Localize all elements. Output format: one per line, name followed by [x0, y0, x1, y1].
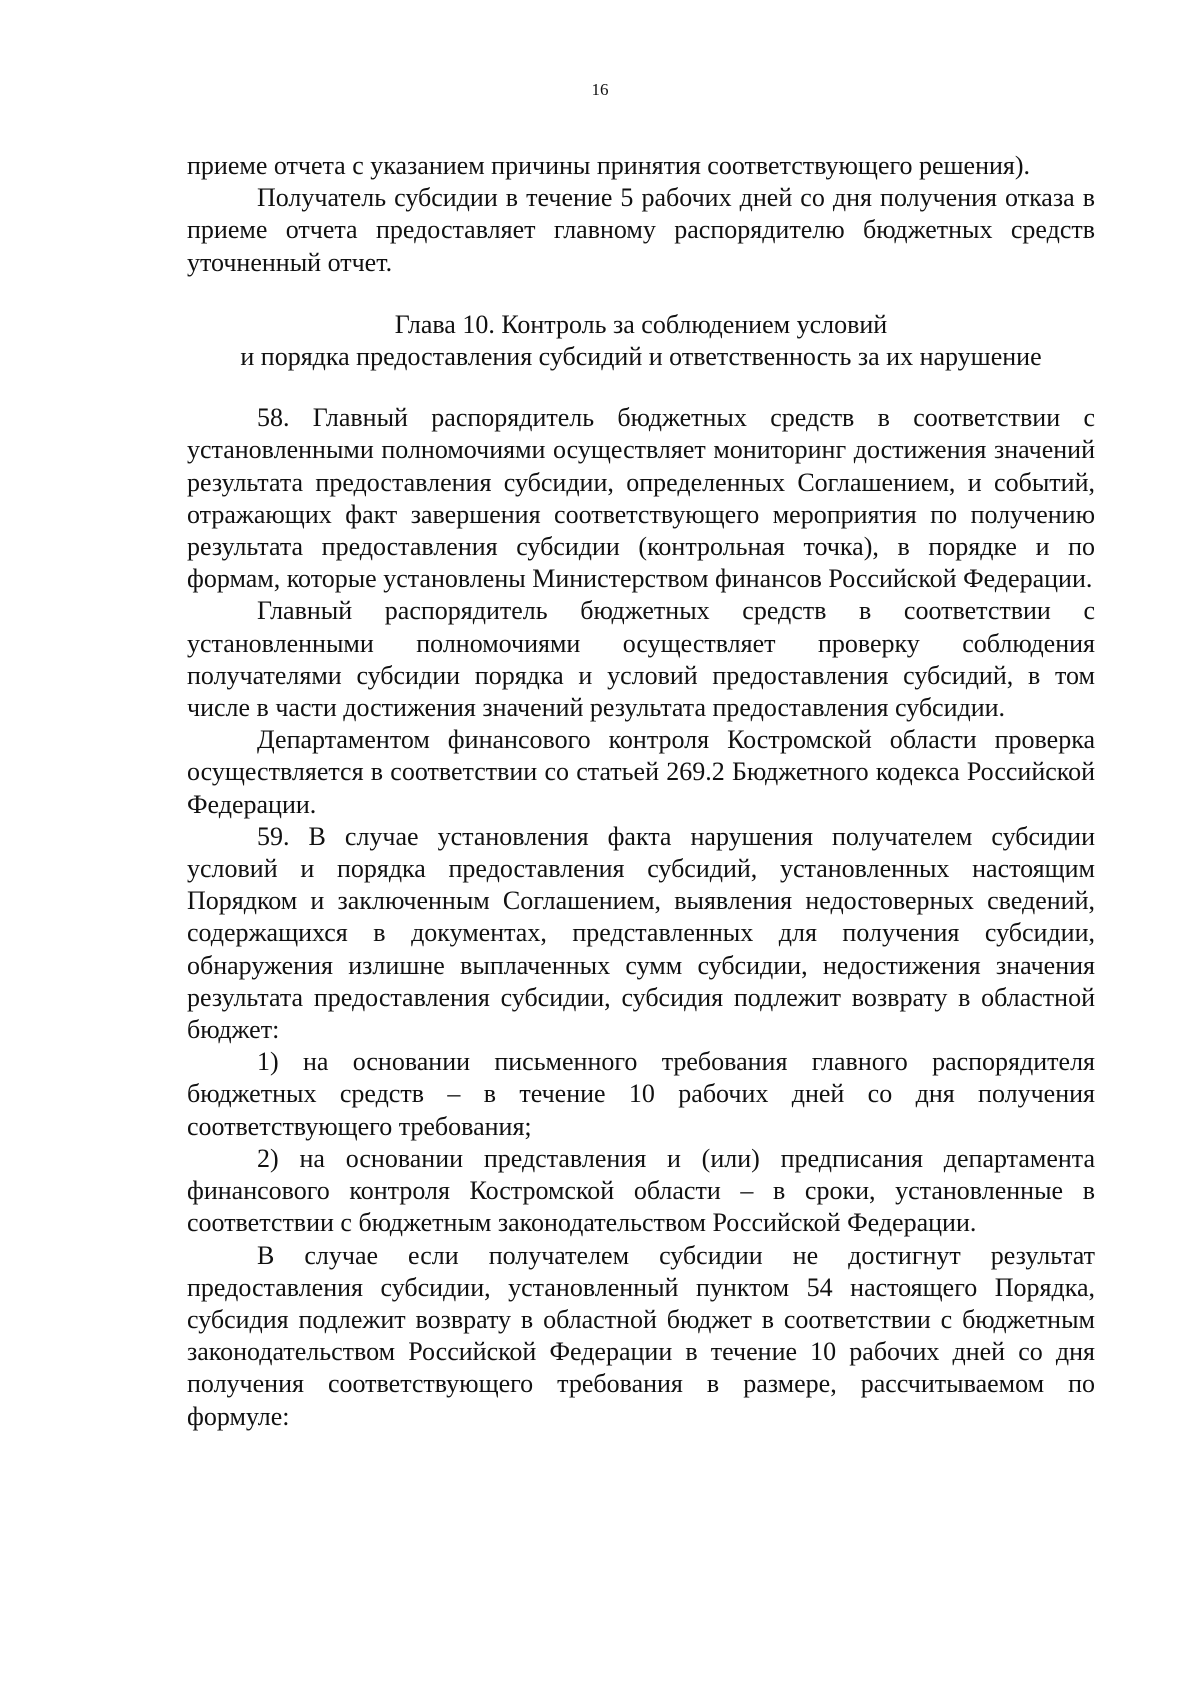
page-number: 16	[591, 80, 609, 99]
paragraph-refund-formula: В случае если получателем субсидии не достигнут результат предоставления субсидии, установленный пунктом 54 настоящего Порядка, субсидия подлежит возврату в областной бюджет в соответствии с бюджетным законодательством Российской Федерации в течение 10 рабочих дней со дня получения соответствующего требования в размере, рассчитываемом по формуле:	[187, 1240, 1095, 1431]
paragraph-clause-58: 58. Главный распорядитель бюджетных средств в соответствии с установленными полномочиями осуществляет мониторинг достижения значений результата предоставления субсидии, определенных Соглашением, и событий, отражающих факт завершения соответствующего мероприятия по получению результата предоставления субсидии (контрольная точка), в порядке и по формам, которые установлены Министерством финансов Российской Федерации.	[187, 403, 1095, 594]
paragraph-report-refusal: Получатель субсидии в течение 5 рабочих дней со дня получения отказа в приеме отчета предоставляет главному распорядителю бюджетных средств уточненный отчет.	[187, 183, 1095, 277]
paragraph-continuation: приеме отчета с указанием причины принятия соответствующего решения).	[187, 151, 1031, 180]
paragraph-financial-control: Департаментом финансового контроля Костромской области проверка осуществляется в соответствии со статьей 269.2 Бюджетного кодекса Российской Федерации.	[187, 725, 1095, 819]
chapter-heading	[187, 279, 1095, 402]
document-body	[187, 150, 1095, 1433]
paragraph-item-2: 2) на основании представления и (или) предписания департамента финансового контроля Костромской области – в сроки, установленные в соответствии с бюджетным законодательством Российской Федерации.	[187, 1143, 1095, 1238]
paragraph-item-1: 1) на основании письменного требования главного распорядителя бюджетных средств – в течение 10 рабочих дней со дня получения соответствующего требования;	[187, 1047, 1095, 1141]
chapter-heading-line-1: Глава 10. Контроль за соблюдением условий	[394, 309, 888, 339]
paragraph-clause-59: 59. В случае установления факта нарушения получателем субсидии условий и порядка предоставления субсидий, установленных настоящим Порядком и заключенным Соглашением, выявления недостоверных сведений, содержащихся в документах, представленных для получения субсидии, обнаружения излишне выплаченных сумм субсидии, недостижения значения результата предоставления субсидии, субсидия подлежит возврату в областной бюджет:	[187, 821, 1095, 1045]
chapter-heading-line-2: и порядка предоставления субсидий и ответственность за их нарушение	[240, 342, 1042, 372]
paragraph-verification: Главный распорядитель бюджетных средств в соответствии с установленными полномочиями осуществляет проверку соблюдения получателями субсидии порядка и условий предоставления субсидий, в том числе в части достижения значений результата предоставления субсидии.	[187, 596, 1095, 723]
